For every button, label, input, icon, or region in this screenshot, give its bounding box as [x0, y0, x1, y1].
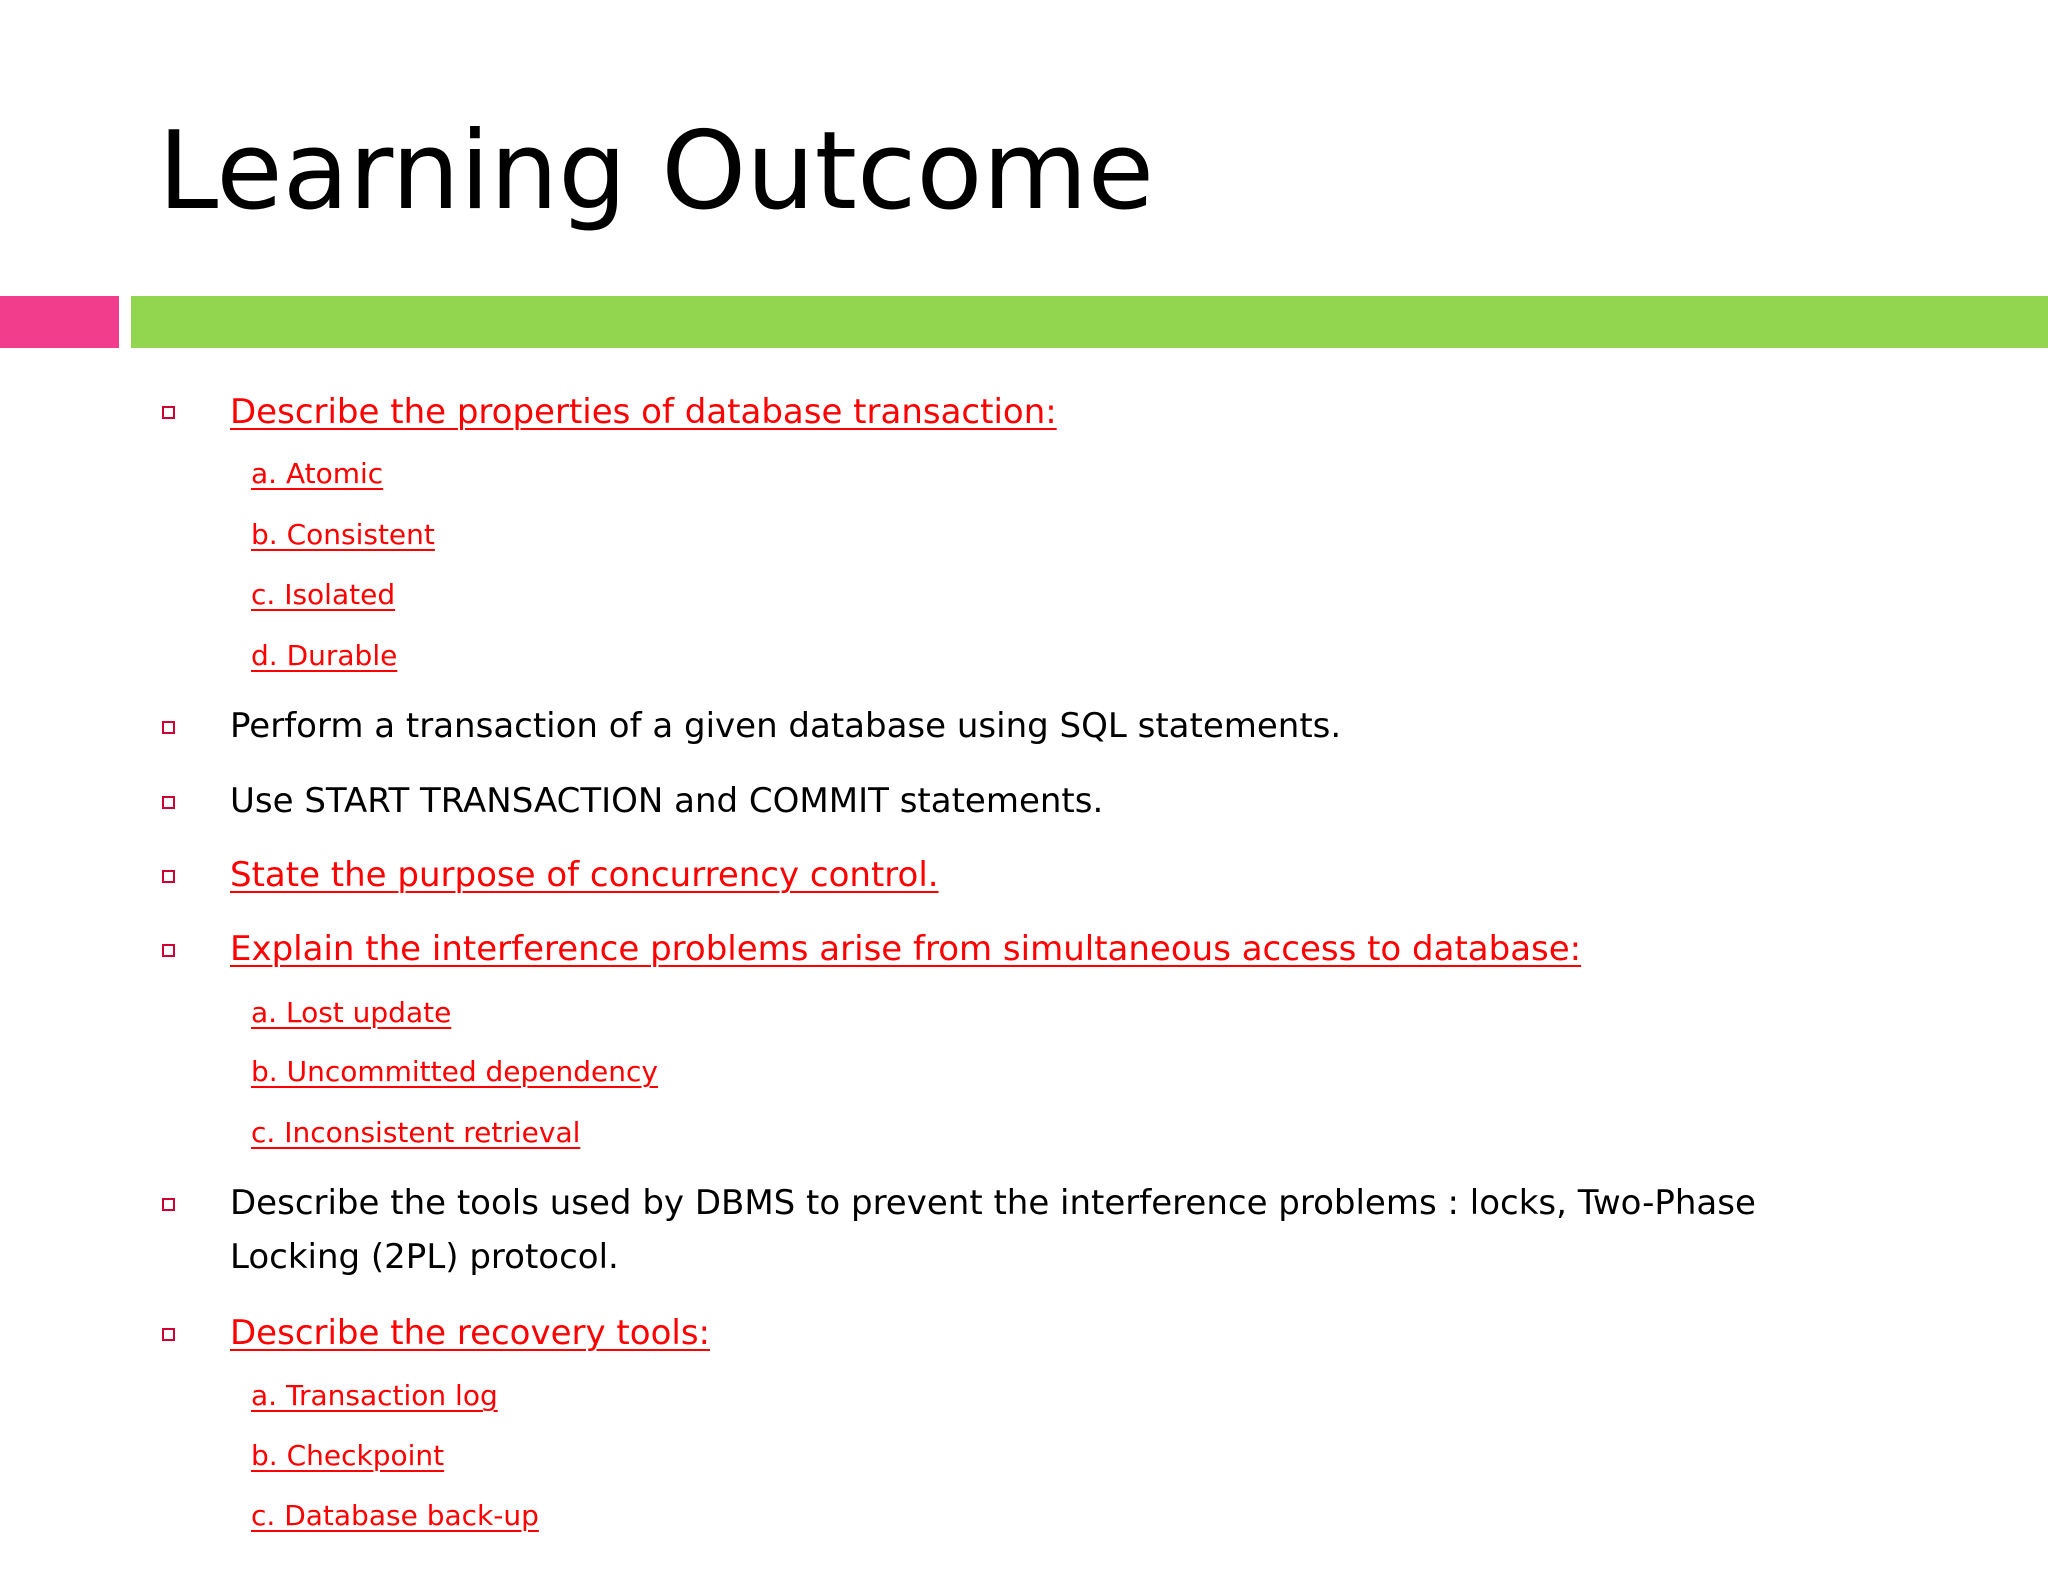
slide-title: Learning Outcome	[158, 109, 1155, 234]
bullet-link[interactable]: Describe the recovery tools:	[230, 1313, 710, 1353]
sub-item-link[interactable]: c. Inconsistent retrieval	[251, 1116, 581, 1149]
bullet-text: Describe the tools used by DBMS to prevent the interference problems : locks, Two-Phase	[230, 1183, 1756, 1223]
bullet-link[interactable]: Describe the properties of database transaction:	[230, 392, 1057, 432]
square-bullet-icon	[162, 944, 175, 957]
bullet-text: Locking (2PL) protocol.	[230, 1237, 619, 1277]
sub-item-link[interactable]: a. Transaction log	[251, 1379, 498, 1412]
sub-item-link[interactable]: b. Consistent	[251, 518, 435, 551]
sub-item-link[interactable]: c. Isolated	[251, 578, 396, 611]
bullet-link[interactable]: Explain the interference problems arise from simultaneous access to database:	[230, 929, 1582, 969]
sub-item-link[interactable]: a. Atomic	[251, 457, 384, 490]
sub-item-link[interactable]: d. Durable	[251, 639, 398, 672]
bullet-text: Perform a transaction of a given database using SQL statements.	[230, 706, 1342, 746]
sub-item-link[interactable]: b. Uncommitted dependency	[251, 1055, 658, 1088]
sub-item-link[interactable]: c. Database back-up	[251, 1499, 539, 1532]
bullet-text: Use START TRANSACTION and COMMIT statements.	[230, 781, 1104, 821]
square-bullet-icon	[162, 870, 175, 883]
square-bullet-icon	[162, 406, 175, 419]
square-bullet-icon	[162, 721, 175, 734]
square-bullet-icon	[162, 796, 175, 809]
sub-item-link[interactable]: a. Lost update	[251, 996, 452, 1029]
sub-item-link[interactable]: b. Checkpoint	[251, 1439, 445, 1472]
square-bullet-icon	[162, 1328, 175, 1341]
bullet-link[interactable]: State the purpose of concurrency control.	[230, 855, 939, 895]
square-bullet-icon	[162, 1198, 175, 1211]
